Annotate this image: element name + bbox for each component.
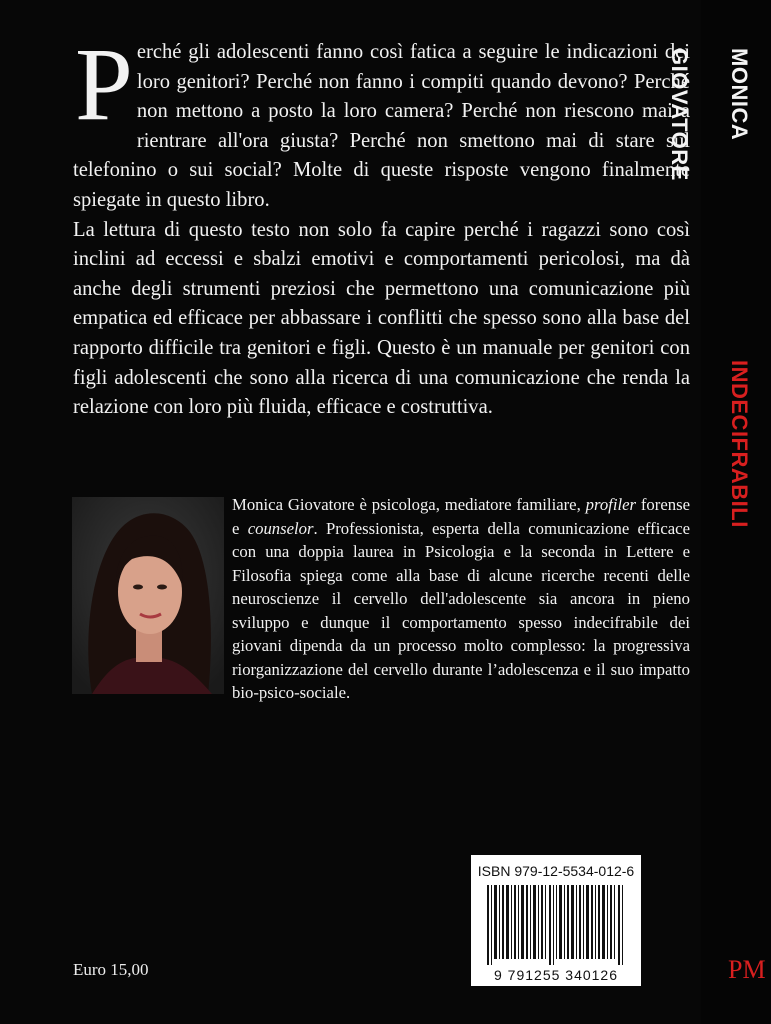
isbn-barcode xyxy=(471,855,641,986)
isbn-label: ISBN 979-12-5534-012-6 xyxy=(477,863,635,879)
barcode-bars xyxy=(479,885,633,965)
author-portrait-image xyxy=(72,497,224,694)
back-cover-blurb xyxy=(73,27,690,423)
blurb-text-1: erché gli adolescenti fanno così fatica a seguire le indicazioni dei loro genitori? Perché non fanno i compiti quando devono? Perché non mettono a posto la loro camera? Perché non riescono mai a rientrare all'ora giusta? Perché non smettono mai di stare sul telefonino o sui social? Molte di queste risposte vengono finalmente spiegate in questo libro. xyxy=(73,41,690,211)
price: Euro 15,00 xyxy=(73,960,149,979)
barcode-digits: 9 791255 340126 xyxy=(494,967,618,983)
bio-text-1: Monica Giovatore è psicologa, mediatore familiare, xyxy=(232,495,586,514)
author-bio xyxy=(232,493,690,705)
blurb-paragraph-1 xyxy=(73,27,690,216)
blurb-paragraph-2: La lettura di questo testo non solo fa capire perché i ragazzi sono così inclini ad eccessi e sbalzi emotivi e comportamenti pericolosi, ma dà anche degli strumenti preziosi che permettono una comunicazione più empatica ed efficace per abbassare i conflitti che spesso sono alla base del rapporto difficile tra genitori e figli. Questo è un manuale per genitori con figli adolescenti che sono alla ricerca di una comunicazione che renda la relazione con loro più fluida, efficace e costruttiva. xyxy=(73,218,690,419)
spine-author: MONICA GIOVATORE xyxy=(667,48,752,181)
bio-text-3: . Professionista, esperta della comunicazione efficace con una doppia laurea in Psicologia e la seconda in Lettere e Filosofia spiega come alla base di alcune ricerche recenti delle neuroscienze il cervello dell'adolescente sia ancora in pieno sviluppo e dunque il comportamento spesso indecifrabile dei giovani dipenda da un processo molto complesso: la progressiva riorganizzazione del cervello durante l’adolescenza e il suo impatto bio-psico-sociale. xyxy=(232,518,690,702)
bio-counselor: counselor xyxy=(247,518,314,538)
spine-title: INDECIFRABILI xyxy=(727,360,752,528)
bio-text-2: forense e xyxy=(232,495,690,538)
bio-profiler: profiler xyxy=(585,495,636,514)
publisher-logo: PM xyxy=(728,955,766,984)
drop-cap: P xyxy=(75,27,133,142)
author-photo xyxy=(72,497,224,694)
